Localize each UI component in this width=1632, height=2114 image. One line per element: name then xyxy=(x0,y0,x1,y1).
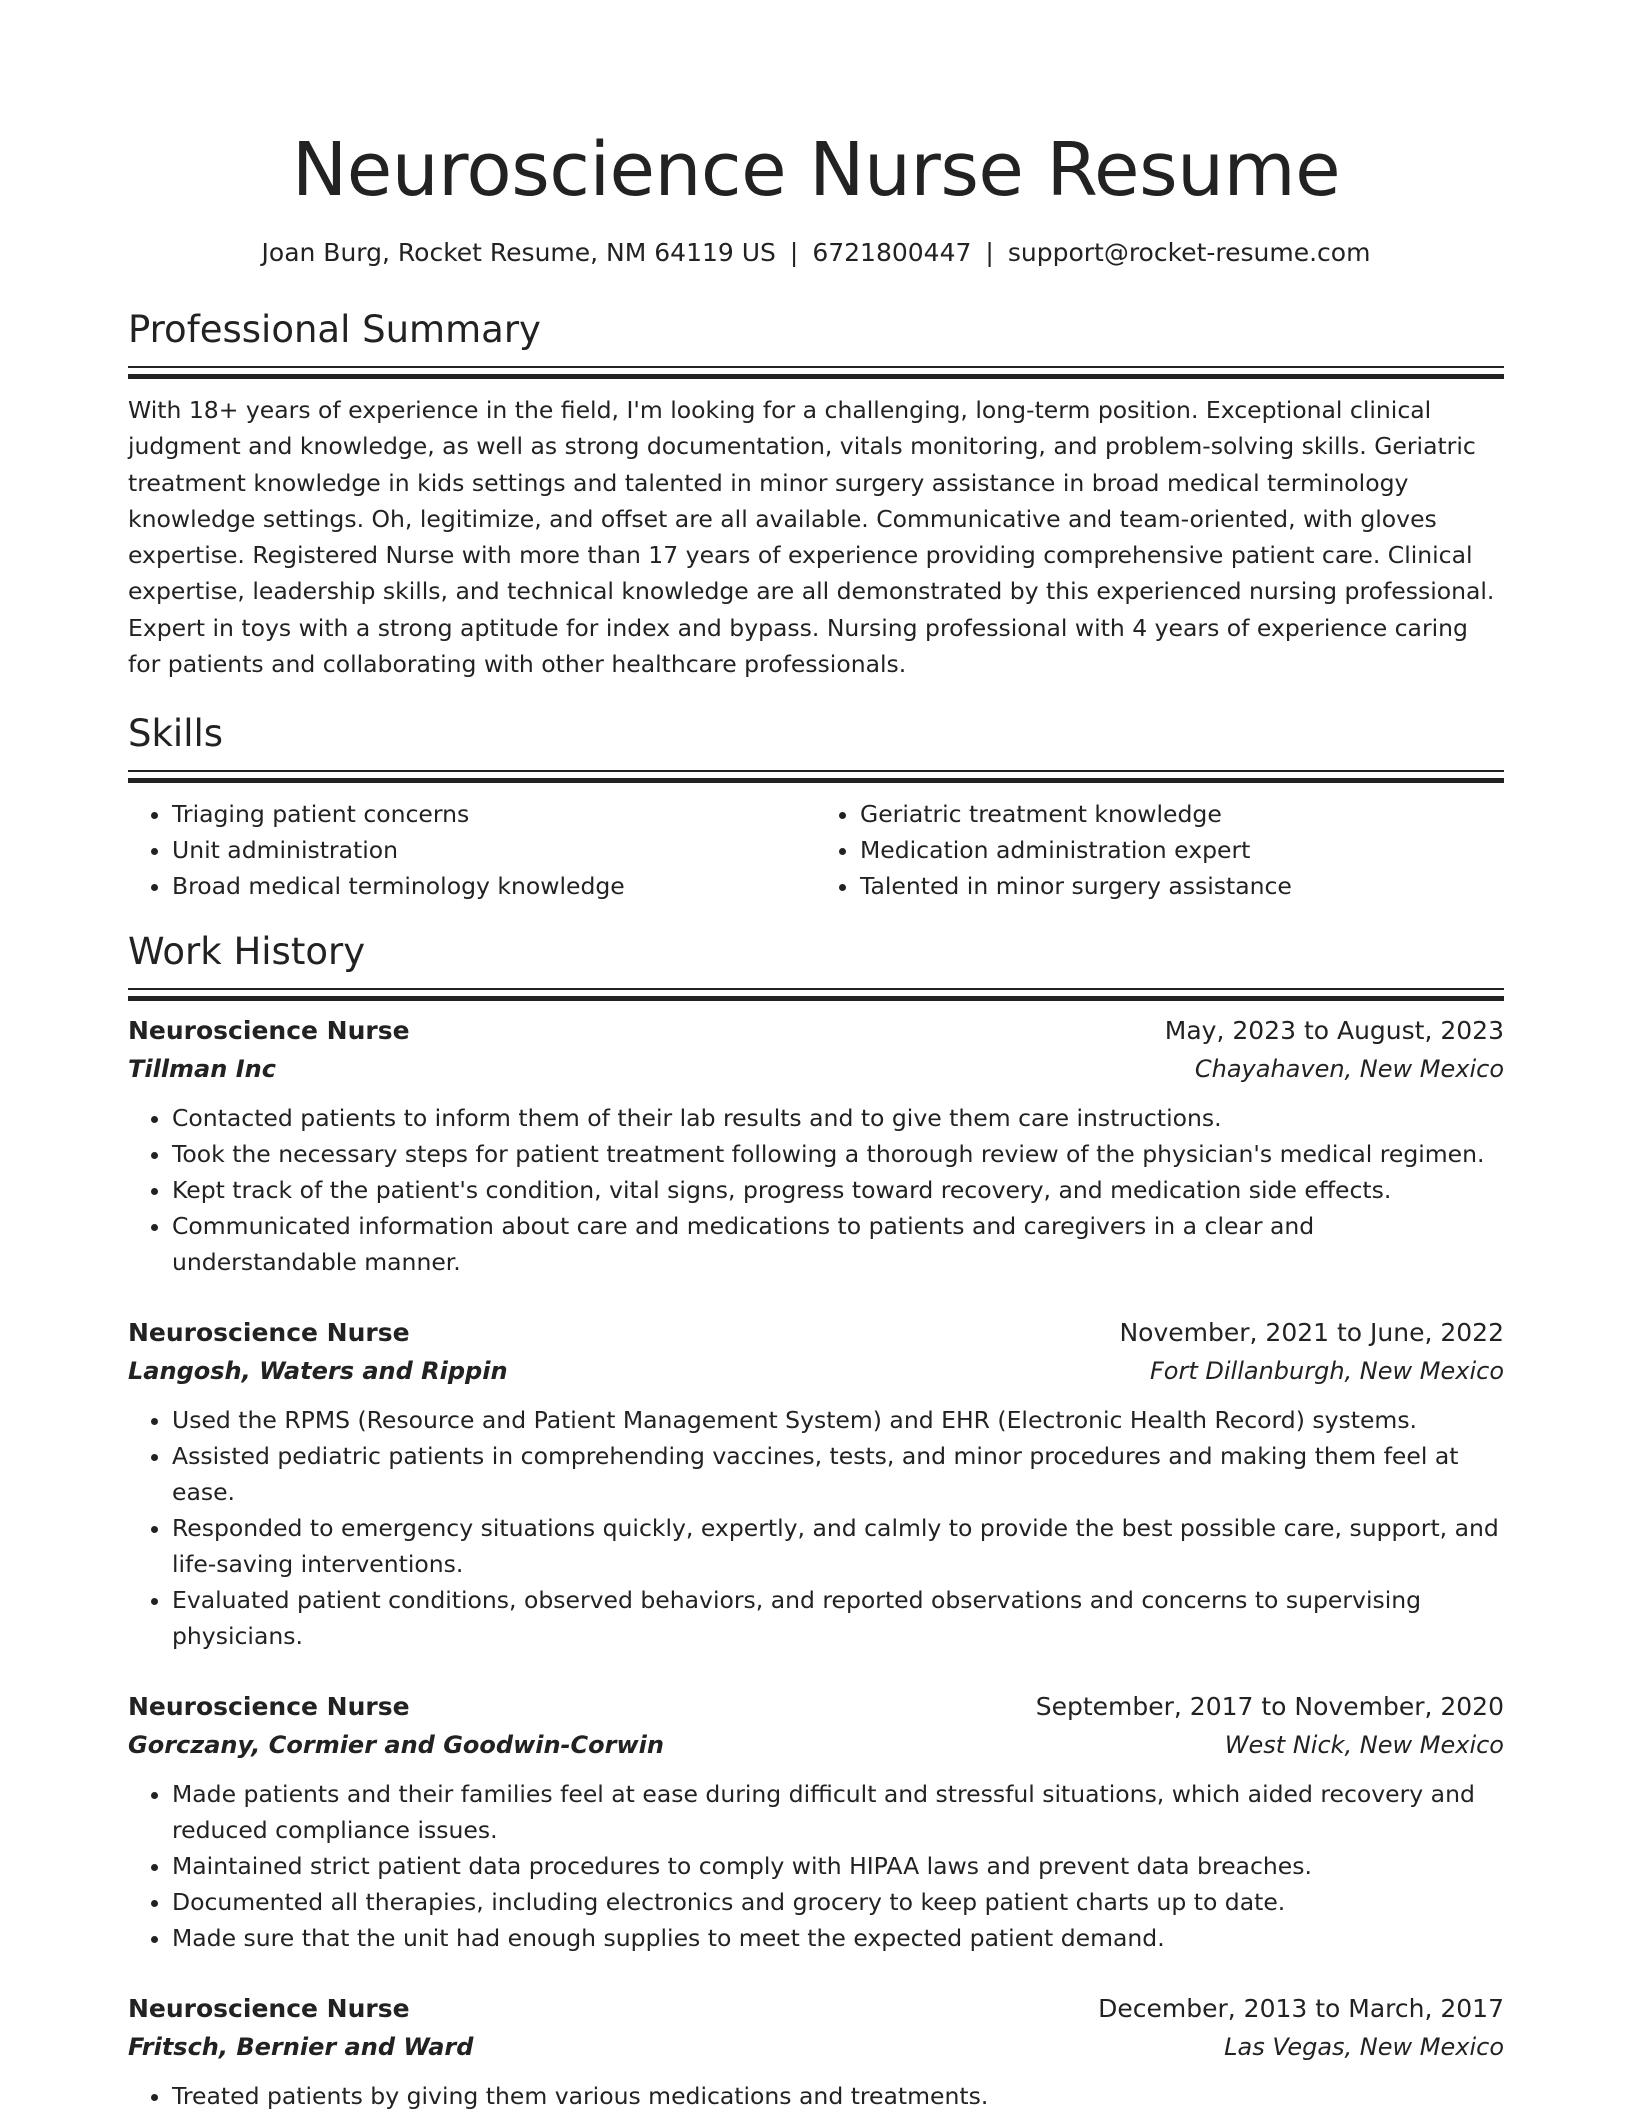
job-title: Neuroscience Nurse xyxy=(128,1318,410,1348)
job-company: Langosh, Waters and Rippin xyxy=(128,1357,508,1386)
job-company: Fritsch, Bernier and Ward xyxy=(128,2033,474,2062)
job-bullet: • Responded to emergency situations quickly, expertly, and calmly to provide the best possible care, support, and life-saving interventions. xyxy=(172,1510,1504,1582)
job-company: Gorczany, Cormier and Goodwin-Corwin xyxy=(128,1731,664,1760)
job-bullet: • Assisted pediatric patients in comprehending vaccines, tests, and minor procedures and making them feel at ease. xyxy=(172,1438,1504,1510)
job-entry xyxy=(128,1990,1504,2114)
contact-phone: 6721800447 xyxy=(812,238,972,267)
skill-item: • Geriatric treatment knowledge xyxy=(860,796,1504,832)
job-entry xyxy=(128,1012,1504,1280)
page-title: Neuroscience Nurse Resume xyxy=(291,127,1341,213)
contact-line xyxy=(128,236,1504,270)
job-title: Neuroscience Nurse xyxy=(128,1692,410,1722)
job-bullets xyxy=(128,1100,1504,1280)
job-location: Chayahaven, New Mexico xyxy=(1194,1055,1504,1084)
job-bullet: • Used the RPMS (Resource and Patient Management System) and EHR (Electronic Health Record) systems. xyxy=(172,1402,1504,1438)
skill-item: • Triaging patient concerns xyxy=(172,796,816,832)
skill-item: • Unit administration xyxy=(172,832,816,868)
job-location: Las Vegas, New Mexico xyxy=(1224,2033,1504,2062)
job-bullet: • Documented all therapies, including electronics and grocery to keep patient charts up to date. xyxy=(172,1884,1504,1920)
skills-list-left xyxy=(128,796,816,904)
skill-item: • Broad medical terminology knowledge xyxy=(172,868,816,904)
job-bullet: • Kept track of the patient's condition, vital signs, progress toward recovery, and medication side effects. xyxy=(172,1172,1504,1208)
summary-heading: Professional Summary xyxy=(128,308,541,351)
contact-separator: | xyxy=(789,238,799,267)
skill-item: • Talented in minor surgery assistance xyxy=(860,868,1504,904)
job-title: Neuroscience Nurse xyxy=(128,1994,410,2024)
job-title: Neuroscience Nurse xyxy=(128,1016,410,1046)
job-bullets xyxy=(128,2078,1504,2114)
skills-heading: Skills xyxy=(128,712,224,756)
job-location: West Nick, New Mexico xyxy=(1224,1731,1504,1760)
job-dates: December, 2013 to March, 2017 xyxy=(1098,1994,1504,2024)
section-divider xyxy=(128,770,1504,782)
job-dates: May, 2023 to August, 2023 xyxy=(1164,1016,1504,1046)
section-divider xyxy=(128,366,1504,378)
job-bullet: • Made sure that the unit had enough supplies to meet the expected patient demand. xyxy=(172,1920,1504,1956)
job-bullet: • Contacted patients to inform them of their lab results and to give them care instructions. xyxy=(172,1100,1504,1136)
contact-separator: | xyxy=(985,238,994,267)
job-dates: September, 2017 to November, 2020 xyxy=(1035,1692,1504,1722)
section-divider xyxy=(128,988,1504,1000)
job-bullet: • Took the necessary steps for patient treatment following a thorough review of the physician's medical regimen. xyxy=(172,1136,1504,1172)
job-bullet: • Communicated information about care and medications to patients and caregivers in a clear and understandable manner. xyxy=(172,1208,1504,1280)
job-entry xyxy=(128,1314,1504,1654)
job-entry xyxy=(128,1688,1504,1956)
job-location: Fort Dillanburgh, New Mexico xyxy=(1149,1357,1504,1386)
job-company: Tillman Inc xyxy=(128,1055,276,1084)
contact-address: Joan Burg, Rocket Resume, NM 64119 US xyxy=(261,238,776,267)
job-bullet: • Made patients and their families feel at ease during difficult and stressful situations, which aided recovery and reduced compliance issues. xyxy=(172,1776,1504,1848)
job-bullets xyxy=(128,1402,1504,1654)
job-bullet: • Maintained strict patient data procedures to comply with HIPAA laws and prevent data breaches. xyxy=(172,1848,1504,1884)
skills-list-right xyxy=(816,796,1504,904)
skills-columns xyxy=(128,796,1504,904)
summary-section xyxy=(128,306,1504,682)
job-bullets xyxy=(128,1776,1504,1956)
work-section xyxy=(128,928,1504,2114)
work-heading: Work History xyxy=(128,930,366,974)
job-bullet: • Evaluated patient conditions, observed behaviors, and reported observations and concerns to supervising physicians. xyxy=(172,1582,1504,1654)
contact-email: support@rocket-resume.com xyxy=(1007,238,1371,267)
job-dates: November, 2021 to June, 2022 xyxy=(1119,1318,1504,1348)
job-bullet: • Treated patients by giving them various medications and treatments. xyxy=(172,2078,1504,2114)
skills-section xyxy=(128,710,1504,904)
summary-text: With 18+ years of experience in the field, I'm looking for a challenging, long-term position. Exceptional clinical judgment and knowledge, as well as strong documentation, vitals monitoring, and problem-solving skills. Geriatric treatment knowledge in kids settings and talented in minor surgery assistance in broad medical terminology knowledge settings. Oh, legitimize, and offset are all available. Communicative and team-oriented, with gloves expertise. Registered Nurse with more than 17 years of experience providing comprehensive patient care. Clinical expertise, leadership skills, and technical knowledge are all demonstrated by this experienced nursing professional. Expert in toys with a strong aptitude for index and bypass. Nursing professional with 4 years of experience caring for patients and collaborating with other healthcare professionals. xyxy=(128,396,1495,679)
skill-item: • Medication administration expert xyxy=(860,832,1504,868)
